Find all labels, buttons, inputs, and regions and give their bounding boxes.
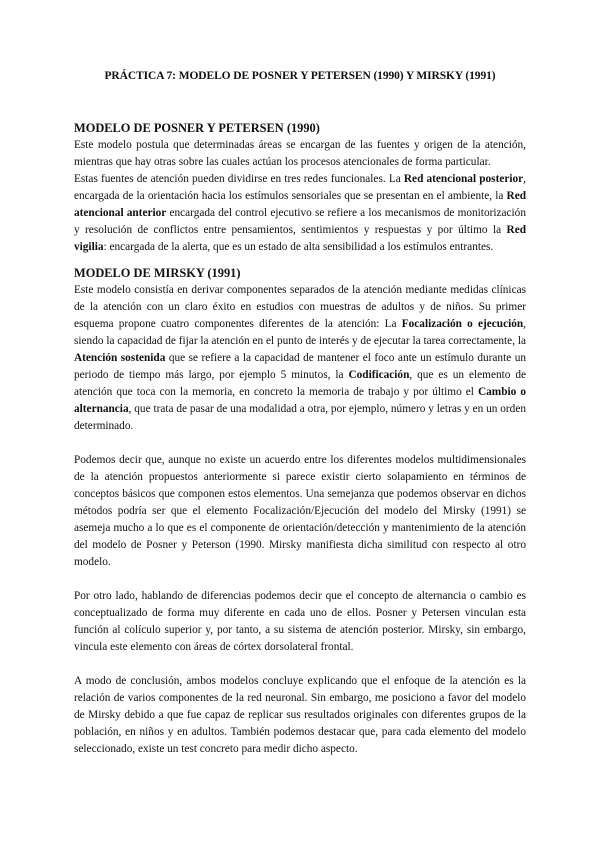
paragraph-posner-networks	[74, 171, 526, 256]
text-run: , siendo la capacidad de fijar la atención en el punto de interés y de ejecutar la tarea correctamente, la	[74, 318, 526, 347]
term-red-vigilia: Red vigilia	[74, 224, 526, 253]
section-heading-posner-petersen: MODELO DE POSNER Y PETERSEN (1990)	[74, 121, 320, 135]
paragraph-posner-intro: Este modelo postula que determinadas áreas se encargan de las fuentes y origen de la atención, mientras que hay otras sobre las cuales actúan los procesos atencionales de forma particular.	[74, 139, 526, 168]
text-run: , que trata de pasar de una modalidad a otra, por ejemplo, número y letras y en un orden determinado.	[74, 403, 526, 432]
text-run: , que es un elemento de atención que toca con la memoria, en concreto la memoria de trabajo y por último el	[74, 369, 526, 398]
text-run: , encargada de la orientación hacia los estímulos sensoriales que se presentan en el ambiente, la	[74, 173, 526, 202]
document-body	[74, 120, 526, 758]
spacer	[74, 571, 526, 588]
term-cambio-alternancia: Cambio o alternancia	[74, 386, 526, 415]
page-title: PRÁCTICA 7: MODELO DE POSNER Y PETERSEN (1990) Y MIRSKY (1991)	[104, 70, 496, 82]
text-run: que se refiere a la capacidad de mantener el foco ante un estímulo durante un periodo de tiempo más largo, por ejemplo 5 minutos, la	[74, 352, 526, 381]
spacer	[74, 256, 526, 265]
text-run: : encargada de la alerta, que es un estado de alta sensibilidad a los estímulos entrantes.	[103, 241, 494, 253]
spacer	[74, 435, 526, 452]
text-run: Este modelo consistía en derivar componentes separados de la atención mediante medidas clínicas de la atención con un claro éxito en estudios con muestras de adultos y de niños. Su primer esquema propone cuatro componentes diferentes de la atención: La	[74, 284, 526, 330]
term-codificacion: Codificación	[348, 369, 410, 381]
term-red-atencional-posterior: Red atencional posterior	[403, 173, 524, 185]
spacer	[74, 656, 526, 673]
term-atencion-sostenida: Atención sostenida	[74, 352, 166, 364]
text-run: encargada del control ejecutivo se refiere a los mecanismos de monitorización y resolución de conflictos entre pensamientos, sentimientos y respuestas y por último la	[74, 207, 526, 236]
paragraph-similarities: Podemos decir que, aunque no existe un acuerdo entre los diferentes modelos multidimensionales de la atención propuestos anteriormente si parece existir cierto solapamiento en términos de conceptos básicos que componen estos elementos. Una semejanza que podemos observar en dichos métodos podría ser que el elemento Focalización/Ejecución del modelo del Mirsky (1991) se asemeja mucho a lo que es el componente de orientación/detección y mantenimiento de la atención del modelo de Posner y Peterson (1990. Mirsky manifiesta dicha similitud con respecto al otro modelo.	[74, 454, 526, 568]
text-run: Estas fuentes de atención pueden dividirse en tres redes funcionales. La	[74, 173, 404, 185]
paragraph-conclusion: A modo de conclusión, ambos modelos concluye explicando que el enfoque de la atención es la relación de varios componentes de la red neuronal. Sin embargo, me posiciono a favor del modelo de Mirsky debido a que fue capaz de replicar sus resultados originales con diferentes grupos de la población, en niños y en adultos. También podemos destacar que, para cada elemento del modelo seleccionado, existe un test concreto para medir dicho aspecto.	[74, 675, 526, 755]
paragraph-mirsky-components	[74, 282, 526, 435]
paragraph-differences: Por otro lado, hablando de diferencias podemos decir que el concepto de alternancia o cambio es conceptualizado de forma muy diferente en cada uno de ellos. Posner y Petersen vinculan esta función al colículo superior y, por tanto, a su sistema de atención posterior. Mirsky, sin embargo, vincula este elemento con áreas de córtex dorsolateral frontal.	[74, 590, 526, 653]
term-red-atencional-anterior: Red atencional anterior	[74, 190, 526, 219]
term-focalizacion: Focalización o ejecución	[401, 318, 524, 330]
section-heading-mirsky: MODELO DE MIRSKY (1991)	[74, 266, 241, 280]
